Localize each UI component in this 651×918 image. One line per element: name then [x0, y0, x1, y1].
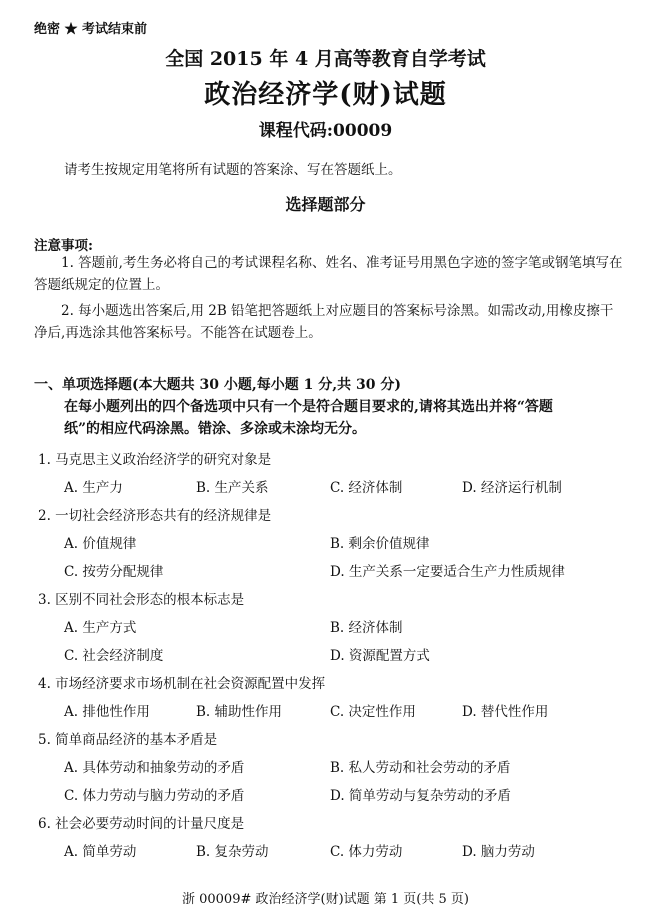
- option: C. 体力劳动与脑力劳动的矛盾: [64, 788, 245, 804]
- option: B. 辅助性作用: [196, 704, 283, 720]
- question-stem: 6. 社会必要劳动时间的计量尺度是: [38, 816, 245, 832]
- notes-title: 注意事项:: [34, 238, 93, 254]
- option: C. 决定性作用: [330, 704, 416, 720]
- option: B. 剩余价值规律: [330, 536, 430, 552]
- option: D. 资源配置方式: [330, 648, 430, 664]
- question-stem: 5. 简单商品经济的基本矛盾是: [38, 732, 218, 748]
- question-stem: 1. 马克思主义政治经济学的研究对象是: [38, 452, 272, 468]
- part-heading: 一、单项选择题(本大题共 30 小题,每小题 1 分,共 30 分): [34, 377, 401, 393]
- section-title: 选择题部分: [285, 195, 366, 214]
- option: D. 生产关系一定要适合生产力性质规律: [330, 564, 565, 580]
- option: D. 简单劳动与复杂劳动的矛盾: [330, 788, 511, 804]
- option: A. 生产方式: [64, 620, 137, 636]
- confidential-mark: 绝密 ★ 考试结束前: [34, 22, 148, 37]
- option: C. 经济体制: [330, 480, 403, 496]
- option: C. 体力劳动: [330, 844, 403, 860]
- page-footer: 浙 00009# 政治经济学(财)试题 第 1 页(共 5 页): [181, 892, 469, 907]
- option: B. 经济体制: [330, 620, 403, 636]
- exam-title: 全国 2015 年 4 月高等教育自学考试: [165, 48, 486, 70]
- option: A. 生产力: [64, 480, 123, 496]
- note-item: 2. 每小题选出答案后,用 2B 铅笔把答题纸上对应题目的答案标号涂黑。如需改动,用橡皮擦干净后,再选涂其他答案标号。不能答在试题卷上。: [34, 303, 614, 341]
- option: B. 生产关系: [196, 480, 269, 496]
- question-stem: 3. 区别不同社会形态的根本标志是: [38, 592, 245, 608]
- question-stem: 4. 市场经济要求市场机制在社会资源配置中发挥: [38, 676, 326, 692]
- option: A. 排他性作用: [64, 704, 150, 720]
- subject-title: 政治经济学(财)试题: [204, 80, 447, 110]
- option: C. 按劳分配规律: [64, 564, 164, 580]
- option: B. 私人劳动和社会劳动的矛盾: [330, 760, 511, 776]
- note-item: 1. 答题前,考生务必将自己的考试课程名称、姓名、准考证号用黑色字迹的签字笔或钢笔填写在答题纸规定的位置上。: [34, 255, 623, 293]
- part-description: 在每小题列出的四个备选项中只有一个是符合题目要求的,请将其选出并将“答题纸”的相应代码涂黑。错涂、多涂或未涂均无分。: [64, 399, 553, 437]
- question-stem: 2. 一切社会经济形态共有的经济规律是: [38, 508, 272, 524]
- course-code: 课程代码:00009: [258, 121, 393, 141]
- option: C. 社会经济制度: [64, 648, 164, 664]
- option: D. 脑力劳动: [462, 844, 535, 860]
- option: A. 价值规律: [64, 536, 137, 552]
- instruction-text: 请考生按规定用笔将所有试题的答案涂、写在答题纸上。: [64, 162, 402, 178]
- option: D. 替代性作用: [462, 704, 549, 720]
- option: D. 经济运行机制: [462, 480, 562, 496]
- option: A. 简单劳动: [64, 844, 137, 860]
- option: B. 复杂劳动: [196, 844, 269, 860]
- option: A. 具体劳动和抽象劳动的矛盾: [64, 760, 245, 776]
